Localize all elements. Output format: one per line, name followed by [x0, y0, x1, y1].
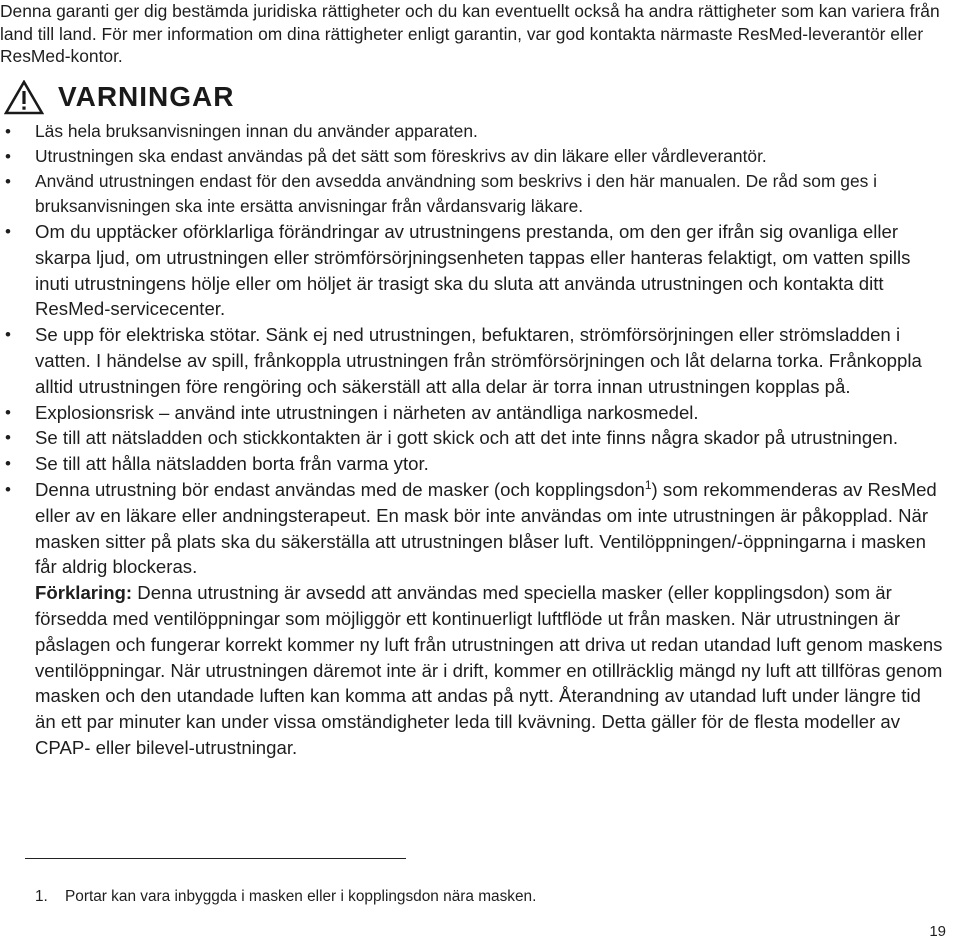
list-item: [0, 451, 945, 477]
warning-triangle-icon: [4, 80, 44, 115]
list-item: [0, 425, 945, 451]
footnote-reference: 1: [644, 477, 652, 492]
list-item: [0, 169, 945, 219]
list-item-text: Utrustningen ska endast användas på det sätt som föreskrivs av din läkare eller vårdleverantör.: [35, 146, 767, 166]
warnings-title: VARNINGAR: [58, 81, 235, 112]
footnote-number: 1.: [35, 888, 48, 905]
bullet-marker: •: [5, 222, 11, 241]
bullet-marker: •: [5, 147, 11, 166]
list-item: [0, 144, 945, 169]
bullet-marker: •: [5, 325, 11, 345]
list-item-text: Se till att hålla nätsladden borta från varma ytor.: [35, 453, 429, 475]
list-item-text: Se upp för elektriska stötar. Sänk ej ned utrustningen, befuktaren, strömförsörjningen eller strömsladden i vatten. I händelse av spill, frånkoppla utrustningen från strömförsörjningen och låt delarna torka. Frånkoppla alltid utrustningen före rengöring och säkerställ att alla delar är torra innan utrustningen kopplas på.: [35, 324, 922, 397]
footnote-text: Portar kan vara inbyggda i masken eller i kopplingsdon nära masken.: [65, 888, 537, 905]
list-item: [0, 477, 945, 761]
explanation-label: Förklaring:: [35, 582, 133, 604]
bullet-marker: •: [5, 479, 11, 499]
explanation-text: Denna utrustning är avsedd att användas med speciella masker (eller kopplingsdon) som är försedda med ventilöppningar som möjliggör ett kontinuerligt luftflöde ut från masken. När utrustningen är påslagen och fungerar korrekt kommer ny luft från utrustningen att driva ut redan utandad luft genom maskens ventilöppningar. När utrustningen däremot inte är i drift, kommer en otillräcklig mängd ny luft att tillföras genom masken och den utandade luften kan komma att andas på nytt. Återandning av utandad luft under längre tid än ett par minuter kan under vissa omständigheter leda till kvävning. Detta gäller för de flesta modeller av CPAP- eller bilevel-utrustningar.: [35, 582, 943, 758]
bullet-marker: •: [5, 428, 11, 448]
footnote: [35, 887, 536, 907]
warnings-list: [0, 119, 945, 761]
bullet-marker: •: [5, 172, 11, 191]
list-item-text: Explosionsrisk – använd inte utrustningen i närheten av antändliga narkosmedel.: [35, 401, 699, 423]
list-item-text: Se till att nätsladden och stickkontakten är i gott skick och att det inte finns några skador på utrustningen.: [35, 427, 899, 449]
bullet-marker: •: [5, 454, 11, 474]
list-item-text: Läs hela bruksanvisningen innan du använder apparaten.: [35, 121, 478, 141]
page-number: 19: [929, 923, 946, 940]
mask-warning-text: [35, 477, 945, 580]
list-item: [0, 322, 945, 399]
list-item: [0, 400, 945, 426]
list-item: [0, 119, 945, 144]
bullet-marker: •: [5, 122, 11, 141]
explanation-paragraph: [35, 580, 945, 761]
mask-text-rest: ) som rekommenderas av ResMed eller av en läkare eller andningsterapeut. En mask bör inte användas om inte utrustningen är påkopplad. När masken sitter på plats ska du säkerställa att utrustningen blåser luft. Ventilöppningen/-öppningarna i masken får aldrig blockeras.: [35, 478, 937, 578]
bullet-marker: •: [5, 402, 11, 422]
mask-text-start: Denna utrustning bör endast användas med de masker (och kopplingsdon: [35, 478, 645, 500]
list-item-text: Om du upptäcker oförklarliga förändringar av utrustningens prestanda, om den ger ifrån sig ovanliga eller skarpa ljud, om utrustningen eller strömförsörjningsenheten tappas eller hanteras felaktigt, om vatten spills inuti utrustningens hölje eller om höljet är trasigt ska du sluta att använda utrustningen och kontakta ditt ResMed-servicecenter.: [35, 221, 911, 320]
footnote-divider: [25, 858, 406, 859]
intro-paragraph: Denna garanti ger dig bestämda juridiska rättigheter och du kan eventuellt också ha andra rättigheter som kan variera från land till land. För mer information om dina rättigheter enligt garantin, var god kontakta närmaste ResMed-leverantör eller ResMed-kontor.: [0, 1, 940, 66]
warnings-heading: [4, 79, 234, 115]
list-item: [0, 219, 945, 322]
list-item-text: Använd utrustningen endast för den avsedda användning som beskrivs i den här manualen. De råd som ges i bruksanvisningen ska inte ersätta anvisningar från vårdansvarig läkare.: [35, 171, 878, 216]
